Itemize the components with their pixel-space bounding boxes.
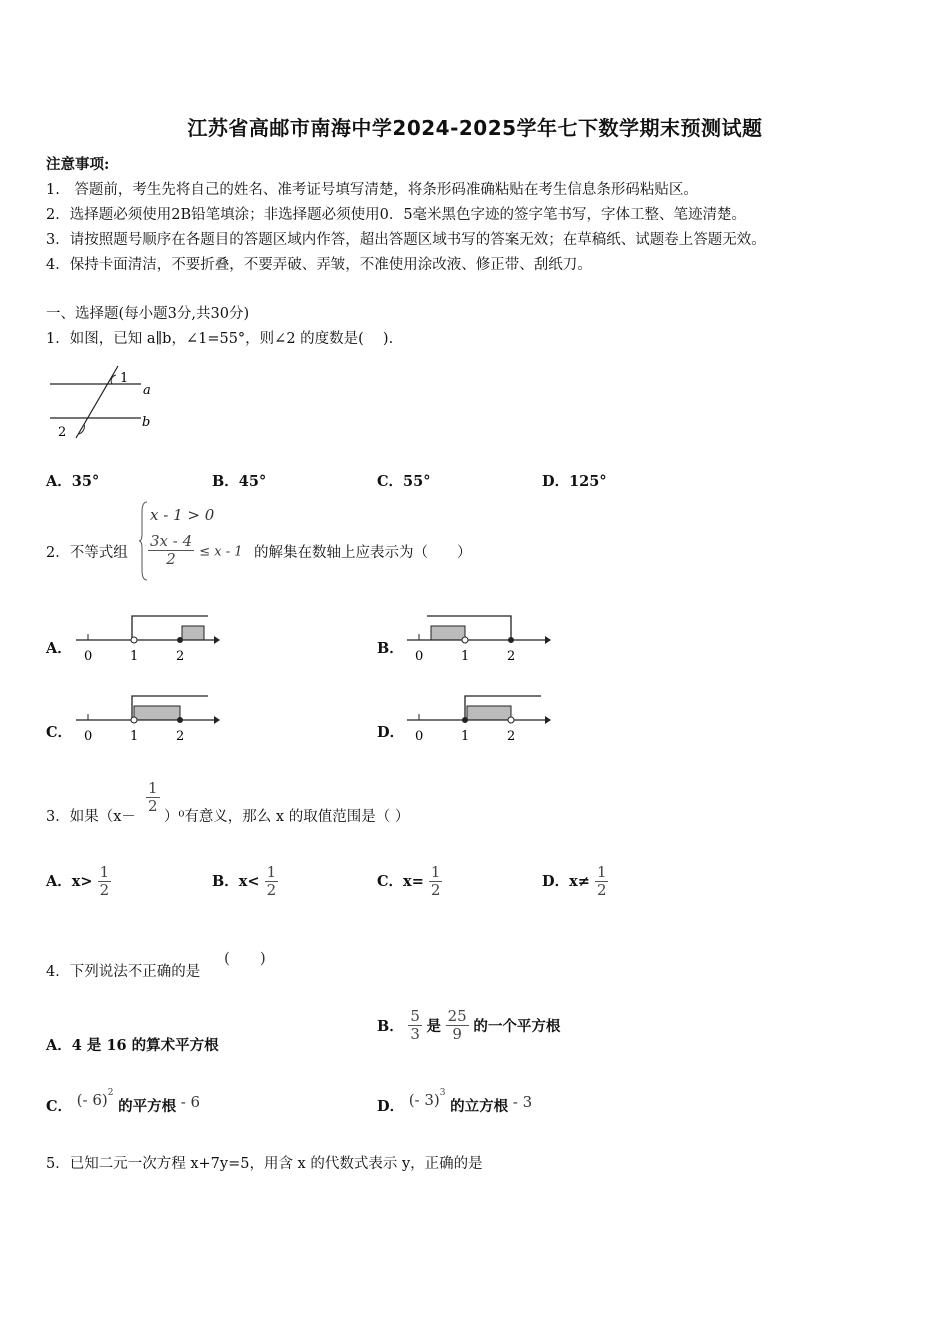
math-exponent: 2 <box>107 1088 114 1099</box>
question-1-stem: 1．如图，已知 a∥b，∠1=55°，则∠2 的度数是( ). <box>46 331 394 347</box>
fraction-denominator: 2 <box>148 550 194 568</box>
option-label: C． <box>377 473 404 490</box>
system-rhs: ≤ x - 1 <box>199 544 243 560</box>
fraction <box>146 780 160 816</box>
option-b[interactable] <box>212 470 266 491</box>
fraction <box>265 864 279 900</box>
option-label: A． <box>46 872 72 890</box>
number-line-a <box>74 612 224 664</box>
option-a[interactable] <box>46 864 111 900</box>
option-text: 125° <box>569 473 607 490</box>
option-label: D． <box>542 872 570 890</box>
notice-item: 1. 答题前，考生先将自己的姓名、准考证号填写清楚，将条形码准确粘贴在考生信息条形码粘贴区。 <box>46 182 698 198</box>
question-2-prefix: 2．不等式组 <box>46 545 128 561</box>
option-label: C． <box>46 1098 73 1115</box>
tick-label: 1 <box>130 729 139 744</box>
option-c[interactable] <box>46 1088 201 1116</box>
option-d[interactable] <box>377 1088 533 1116</box>
tick-label: 2 <box>507 649 516 664</box>
option-text: 是 <box>426 1018 442 1036</box>
question-3-prefix: 3．如果（x－ <box>46 809 136 825</box>
option-b[interactable] <box>377 1008 560 1044</box>
line-b-label: b <box>142 415 151 430</box>
tick-label: 0 <box>84 649 93 664</box>
option-a[interactable] <box>46 1034 219 1055</box>
fraction <box>429 864 443 900</box>
fraction <box>148 533 194 569</box>
option-c-label[interactable]: C． <box>46 724 73 741</box>
fraction <box>446 1008 469 1044</box>
option-text: x≠ <box>569 872 590 890</box>
fraction-denominator: 3 <box>410 1025 420 1044</box>
option-text: 35° <box>71 473 100 490</box>
option-text: 55° <box>403 473 431 490</box>
number-line-b <box>405 612 555 664</box>
line-a-label: a <box>143 383 151 398</box>
option-label: A． <box>46 1037 72 1054</box>
fraction-numerator: 1 <box>99 863 110 881</box>
question-3-suffix: ）⁰有意义，那么 x 的取值范围是（ ） <box>164 809 410 825</box>
option-text: 的立方根 <box>450 1098 509 1115</box>
option-a-label[interactable]: A． <box>46 640 72 657</box>
fraction <box>595 864 609 900</box>
math-value: - 3 <box>512 1093 533 1111</box>
parallel-lines-figure <box>46 362 166 444</box>
option-b[interactable] <box>212 864 278 900</box>
fraction-numerator: 1 <box>430 863 441 881</box>
system-line-2 <box>148 533 243 569</box>
option-text: 的一个平方根 <box>473 1018 561 1036</box>
option-label: D． <box>377 1098 405 1115</box>
option-b-label[interactable]: B． <box>377 640 404 657</box>
option-d[interactable] <box>542 864 608 900</box>
tick-label: 2 <box>176 729 185 744</box>
fraction-denominator: 9 <box>446 1025 469 1043</box>
tick-label: 0 <box>415 729 424 744</box>
option-text: x> <box>71 872 93 890</box>
fraction-numerator: 25 <box>447 1007 467 1025</box>
option-text: 4 是 16 的算术平方根 <box>71 1037 219 1054</box>
tick-label: 0 <box>84 729 93 744</box>
notice-heading: 注意事项: <box>46 156 110 173</box>
option-label: B． <box>377 1018 404 1036</box>
notice-item: 4．保持卡面清洁，不要折叠，不要弄破、弄皱，不准使用涂改液、修正带、刮纸刀。 <box>46 257 592 273</box>
option-text: 的平方根 <box>118 1098 177 1115</box>
brace-icon <box>138 500 148 582</box>
option-text: 45° <box>238 473 267 490</box>
fraction-denominator: 2 <box>99 881 110 900</box>
option-label: B． <box>212 872 239 890</box>
option-a[interactable] <box>46 470 99 491</box>
tick-label: 2 <box>507 729 516 744</box>
math-value: - 6 <box>180 1093 201 1111</box>
notice-item: 2．选择题必须使用2B铅笔填涂；非选择题必须使用0．5毫米黑色字迹的签字笔书写，字体工整、笔迹清楚。 <box>46 207 747 223</box>
option-d-label[interactable]: D． <box>377 724 405 741</box>
number-line-c <box>74 692 224 744</box>
system-line-1: x - 1 > 0 <box>150 506 215 524</box>
option-d[interactable] <box>542 470 607 491</box>
angle-2-label: 2 <box>58 425 67 440</box>
fraction-denominator: 2 <box>266 881 277 900</box>
math-base: (- 3) <box>408 1091 440 1109</box>
notice-item: 3．请按照题号顺序在各题目的答题区域内作答，超出答题区域书写的答案无效；在草稿纸、试题卷上答题无效。 <box>46 232 766 248</box>
fraction-denominator: 2 <box>430 881 441 900</box>
fraction-numerator: 5 <box>410 1007 420 1025</box>
fraction-numerator: 1 <box>266 863 277 881</box>
section-heading: 一、选择题(每小题3分,共30分) <box>46 306 250 322</box>
angle-1-label: 1 <box>120 371 129 386</box>
fraction-numerator: 3x - 4 <box>150 532 193 550</box>
option-label: B． <box>212 473 239 490</box>
option-text: x= <box>403 872 424 890</box>
option-c[interactable] <box>377 864 442 900</box>
number-line-d <box>405 692 555 744</box>
tick-label: 0 <box>415 649 424 664</box>
option-label: D． <box>542 473 570 490</box>
tick-label: 1 <box>461 649 470 664</box>
fraction-denominator: 2 <box>596 881 607 900</box>
option-c[interactable] <box>377 470 430 491</box>
question-2-suffix: 的解集在数轴上应表示为（ ） <box>254 545 472 561</box>
question-5-stem: 5．已知二元一次方程 x+7y=5，用含 x 的代数式表示 y，正确的是 <box>46 1156 483 1172</box>
math-exponent: 3 <box>439 1088 446 1099</box>
option-text: x< <box>238 872 260 890</box>
answer-paren: ( ) <box>224 949 266 967</box>
fraction <box>408 1008 422 1044</box>
fraction <box>98 864 112 900</box>
tick-label: 1 <box>461 729 470 744</box>
option-label: A． <box>46 473 72 490</box>
fraction-numerator: 1 <box>148 779 158 797</box>
question-4-stem: 4．下列说法不正确的是 <box>46 964 201 980</box>
option-label: C． <box>377 872 404 890</box>
math-base: (- 6) <box>76 1091 108 1109</box>
fraction-denominator: 2 <box>148 797 158 816</box>
tick-label: 2 <box>176 649 185 664</box>
fraction-numerator: 1 <box>596 863 607 881</box>
tick-label: 1 <box>130 649 139 664</box>
page-title: 江苏省高邮市南海中学2024-2025学年七下数学期末预测试题 <box>187 116 763 140</box>
